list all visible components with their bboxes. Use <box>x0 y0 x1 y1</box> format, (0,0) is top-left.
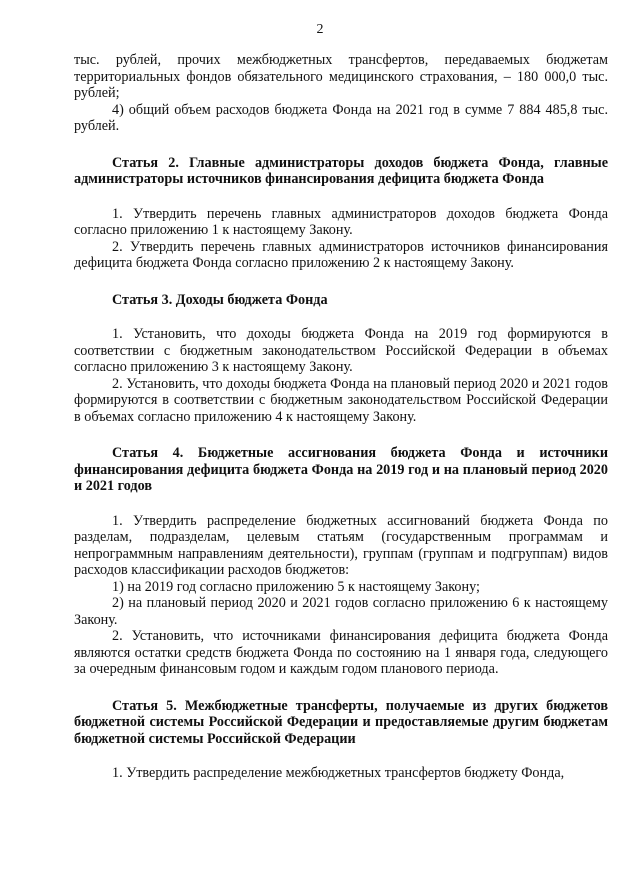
paragraph: 1. Утвердить распределение бюджетных ассигнований бюджета Фонда по разделам, подразделам, целевым статьям (государственным программам и непрограммным направлениям деятельности), группам (группам и подгруппам) видов расходов классификации расходов бюджетов: <box>74 512 608 578</box>
article-heading: Статья 5. Межбюджетные трансферты, получаемые из других бюджетов бюджетной системы Российской Федерации и предоставляемые другим бюджетам бюджетной системы Российской Федерации <box>74 697 608 747</box>
article-heading: Статья 4. Бюджетные ассигнования бюджета Фонда и источники финансирования дефицита бюджета Фонда на 2019 год и на плановый период 2020 и 2021 годов <box>74 445 608 494</box>
paragraph: 2. Утвердить перечень главных администраторов источников финансирования дефицита бюджета Фонда согласно приложению 2 к настоящему Закону. <box>74 238 608 271</box>
document-body <box>74 52 608 782</box>
article-heading: Статья 3. Доходы бюджета Фонда <box>112 291 328 308</box>
paragraph: 4) общий объем расходов бюджета Фонда на 2021 год в сумме 7 884 485,8 тыс. рублей. <box>74 101 608 134</box>
paragraph: 1. Установить, что доходы бюджета Фонда на 2019 год формируются в соответствии с бюджетным законодательством Российской Федерации в объемах согласно приложению 3 к настоящему Закону. <box>74 326 608 375</box>
paragraph: 1. Утвердить распределение межбюджетных трансфертов бюджету Фонда, <box>112 765 565 781</box>
paragraph: тыс. рублей, прочих межбюджетных трансфертов, передаваемых бюджетам территориальных фондов обязательного медицинского страхования, – 180 000,0 тыс. рублей; <box>74 52 608 101</box>
paragraph: 2. Установить, что источниками финансирования дефицита бюджета Фонда являются остатки средств бюджета Фонда по состоянию на 1 января года, следующего за очередным финансовым годом и каждым годом планового периода. <box>74 628 608 677</box>
paragraph: 1. Утвердить перечень главных администраторов доходов бюджета Фонда согласно приложению 1 к настоящему Закону. <box>74 205 608 238</box>
page-number: 2 <box>316 22 324 37</box>
paragraph: 2) на плановый период 2020 и 2021 годов согласно приложению 6 к настоящему Закону. <box>74 595 608 628</box>
article-heading: Статья 2. Главные администраторы доходов бюджета Фонда, главные администраторы источников финансирования дефицита бюджета Фонда <box>74 154 608 187</box>
paragraph: 1) на 2019 год согласно приложению 5 к настоящему Закону; <box>112 578 480 595</box>
paragraph: 2. Установить, что доходы бюджета Фонда на плановый период 2020 и 2021 годов формируются в соответствии с бюджетным законодательством Российской Федерации в объемах согласно приложению 4 к настоящему Закону. <box>74 375 608 425</box>
